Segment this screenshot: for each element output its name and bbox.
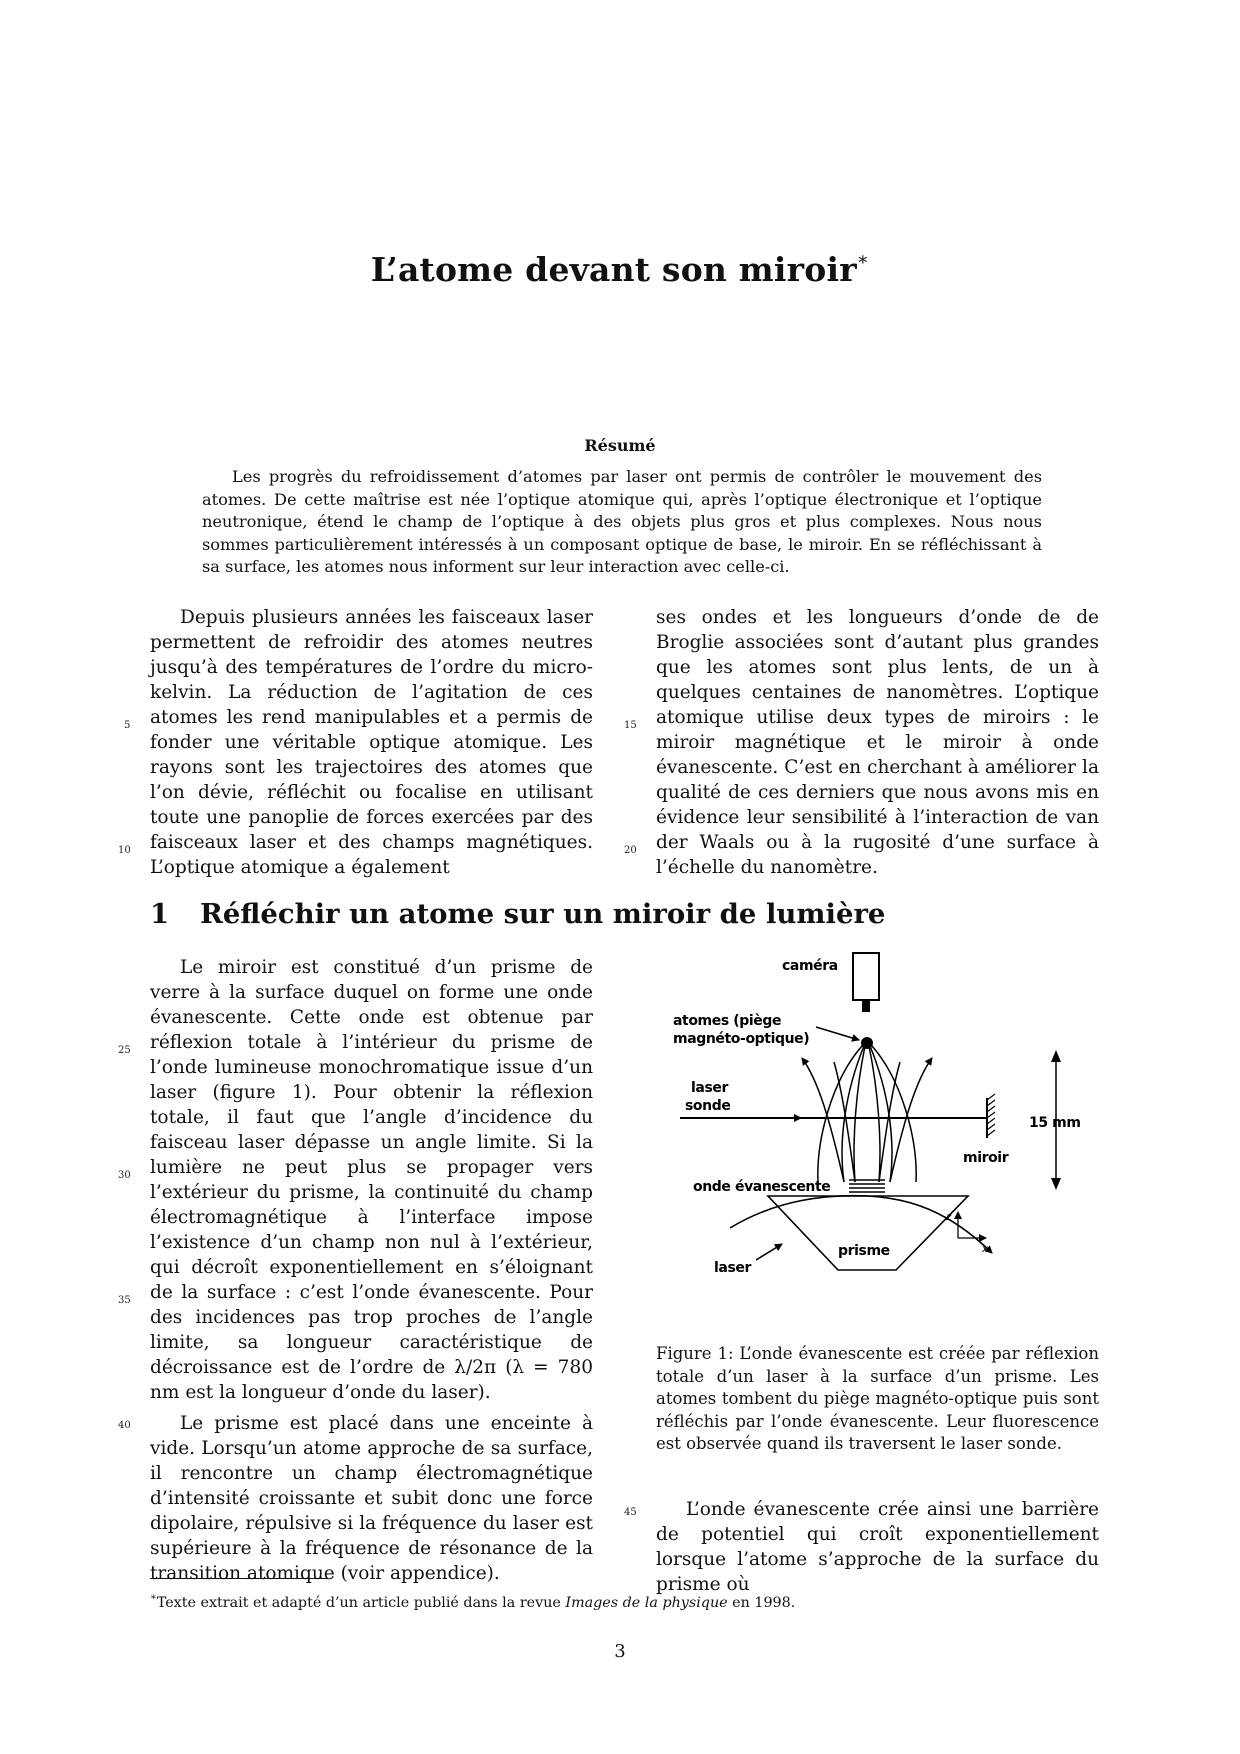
label-prism: prisme <box>838 1243 890 1259</box>
abstract <box>202 466 1042 579</box>
intro-left-column <box>150 605 593 880</box>
footnote-text-before: Texte extrait et adapté d’un article publié dans la revue <box>156 1594 566 1611</box>
section-left-column <box>150 955 593 1586</box>
figure-1-caption: Figure 1: L’onde évanescente est créée par réflexion totale d’un laser à la surface d’un prisme. Les atomes tombent du piège magnéto-optique puis sont réfléchis par l’onde évanescente. Leur fluorescence est observée quand ils traversent le laser sonde. <box>656 1344 1099 1453</box>
abstract-text: Les progrès du refroidissement d’atomes par laser ont permis de contrôler le mouvement des atomes. De cette maîtrise est née l’optique atomique qui, après l’optique électronique et l’optique neutronique, étend le champ de l’optique à des objets plus gros et plus complexes. Nous nous sommes particulièrement intéressés à un composant optique de base, le miroir. En se réfléchissant à sa surface, les atomes nous informent sur leur interaction avec celle-ci. <box>202 467 1042 576</box>
line-number: 5 <box>124 720 131 731</box>
title-footnote-mark: ∗ <box>856 249 870 270</box>
label-mirror: miroir <box>963 1150 1009 1166</box>
page-number: 3 <box>614 1641 626 1662</box>
abstract-heading: Résumé <box>584 436 656 455</box>
intro-paragraph-right: ses ondes et les longueurs d’onde de de Broglie associées sont d’autant plus grandes que les atomes sont plus lents, de un à quelques centaines de nanomètres. L’optique atomique utilise deux types de miroirs : le miroir magnétique et le miroir à onde évanescente. C’est en cherchant à améliorer la qualité de ces derniers que nous avons mis en évidence leur sensibilité à l’interaction de van der Waals ou à la rugosité d’une surface à l’échelle du nanomètre. <box>656 607 1099 878</box>
label-atoms-2: magnéto-optique) <box>673 1031 810 1047</box>
paper-title-text: L’atome devant son miroir <box>370 250 857 289</box>
label-distance: 15 mm <box>1029 1115 1081 1131</box>
laser-arrow-in <box>756 1244 782 1260</box>
label-atoms-1: atomes (piège <box>673 1013 782 1029</box>
label-probe-2: sonde <box>685 1098 731 1114</box>
figure-1 <box>656 950 1099 1300</box>
figure-1-diagram <box>656 950 1099 1300</box>
paper-title <box>0 250 1240 289</box>
label-axis-z: z <box>946 1212 952 1223</box>
line-number: 10 <box>118 845 131 856</box>
section-paragraph-right: L’onde évanescente crée ainsi une barrière de potentiel qui croît exponentiellement lorsque l’atome s’approche de la surface du prisme où <box>656 1499 1099 1595</box>
section-right-column <box>656 1497 1099 1597</box>
section-title: Réfléchir un atome sur un miroir de lumière <box>200 898 886 930</box>
footnote-mark: ∗ <box>150 1592 157 1603</box>
line-number: 45 <box>624 1507 637 1518</box>
camera-lens <box>862 1000 870 1012</box>
camera-body <box>853 953 879 1000</box>
label-probe-1: laser <box>691 1080 728 1096</box>
line-number: 20 <box>624 845 637 856</box>
atom-trajectories <box>802 1046 932 1182</box>
footnote <box>150 1590 1100 1612</box>
footnote-text-after: en 1998. <box>727 1594 796 1611</box>
line-number: 35 <box>118 1295 131 1306</box>
arrow-atoms <box>816 1027 859 1040</box>
label-laser: laser <box>714 1260 751 1276</box>
intro-paragraph-left: Depuis plusieurs années les faisceaux laser permettent de refroidir des atomes neutres jusqu’à des températures de l’ordre du microkelvin. La réduction de l’agitation de ces atomes les rend manipulables et a permis de fonder une véritable optique atomique. Les rayons sont les trajectoires des atomes que l’on dévie, réfléchit ou focalise en utilisant toute une panoplie de forces exercées par des faisceaux laser et des champs magnétiques. L’optique atomique a également <box>150 607 593 878</box>
section-paragraph-2: Le prisme est placé dans une enceinte à vide. Lorsqu’un atome approche de sa surface, il rencontre un champ électromagnétique d’intensité croissante et subit donc une force dipolaire, répulsive si la fréquence du laser est supérieure à la fréquence de résonance de la transition atomique (voir appendice). <box>150 1413 593 1584</box>
section-number: 1 <box>150 898 170 930</box>
section-heading <box>150 898 885 930</box>
line-number: 25 <box>118 1045 131 1056</box>
intro-right-column <box>656 605 1099 880</box>
line-number: 30 <box>118 1170 131 1181</box>
line-number: 40 <box>118 1420 131 1431</box>
footnote-rule <box>150 1578 328 1579</box>
label-evanescent: onde évanescente <box>693 1179 831 1195</box>
section-paragraph-1: Le miroir est constitué d’un prisme de verre à la surface duquel on forme une onde évanescente. Cette onde est obtenue par réflexion totale à l’intérieur du prisme de l’onde lumineuse monochromatique issue d’un laser (figure 1). Pour obtenir la réflexion totale, il faut que l’angle d’incidence du faisceau laser dépasse un angle limite. Si la lumière ne peut plus se propager vers l’extérieur du prisme, la continuité du champ électromagnétique à l’interface impose l’existence d’un champ non nul à l’extérieur, qui décroît exponentiellement en s’éloignant de la surface : c’est l’onde évanescente. Pour des incidences pas trop proches de l’angle limite, sa longueur caractéristique de décroissance est de l’ordre de λ/2π (λ = 780 nm est la longueur d’onde du laser). <box>150 957 593 1403</box>
mirror-hatch <box>987 1094 995 1136</box>
line-number: 15 <box>624 720 637 731</box>
label-camera: caméra <box>782 958 838 974</box>
footnote-journal: Images de la physique <box>565 1594 728 1611</box>
label-axis-x: x <box>982 1244 988 1255</box>
